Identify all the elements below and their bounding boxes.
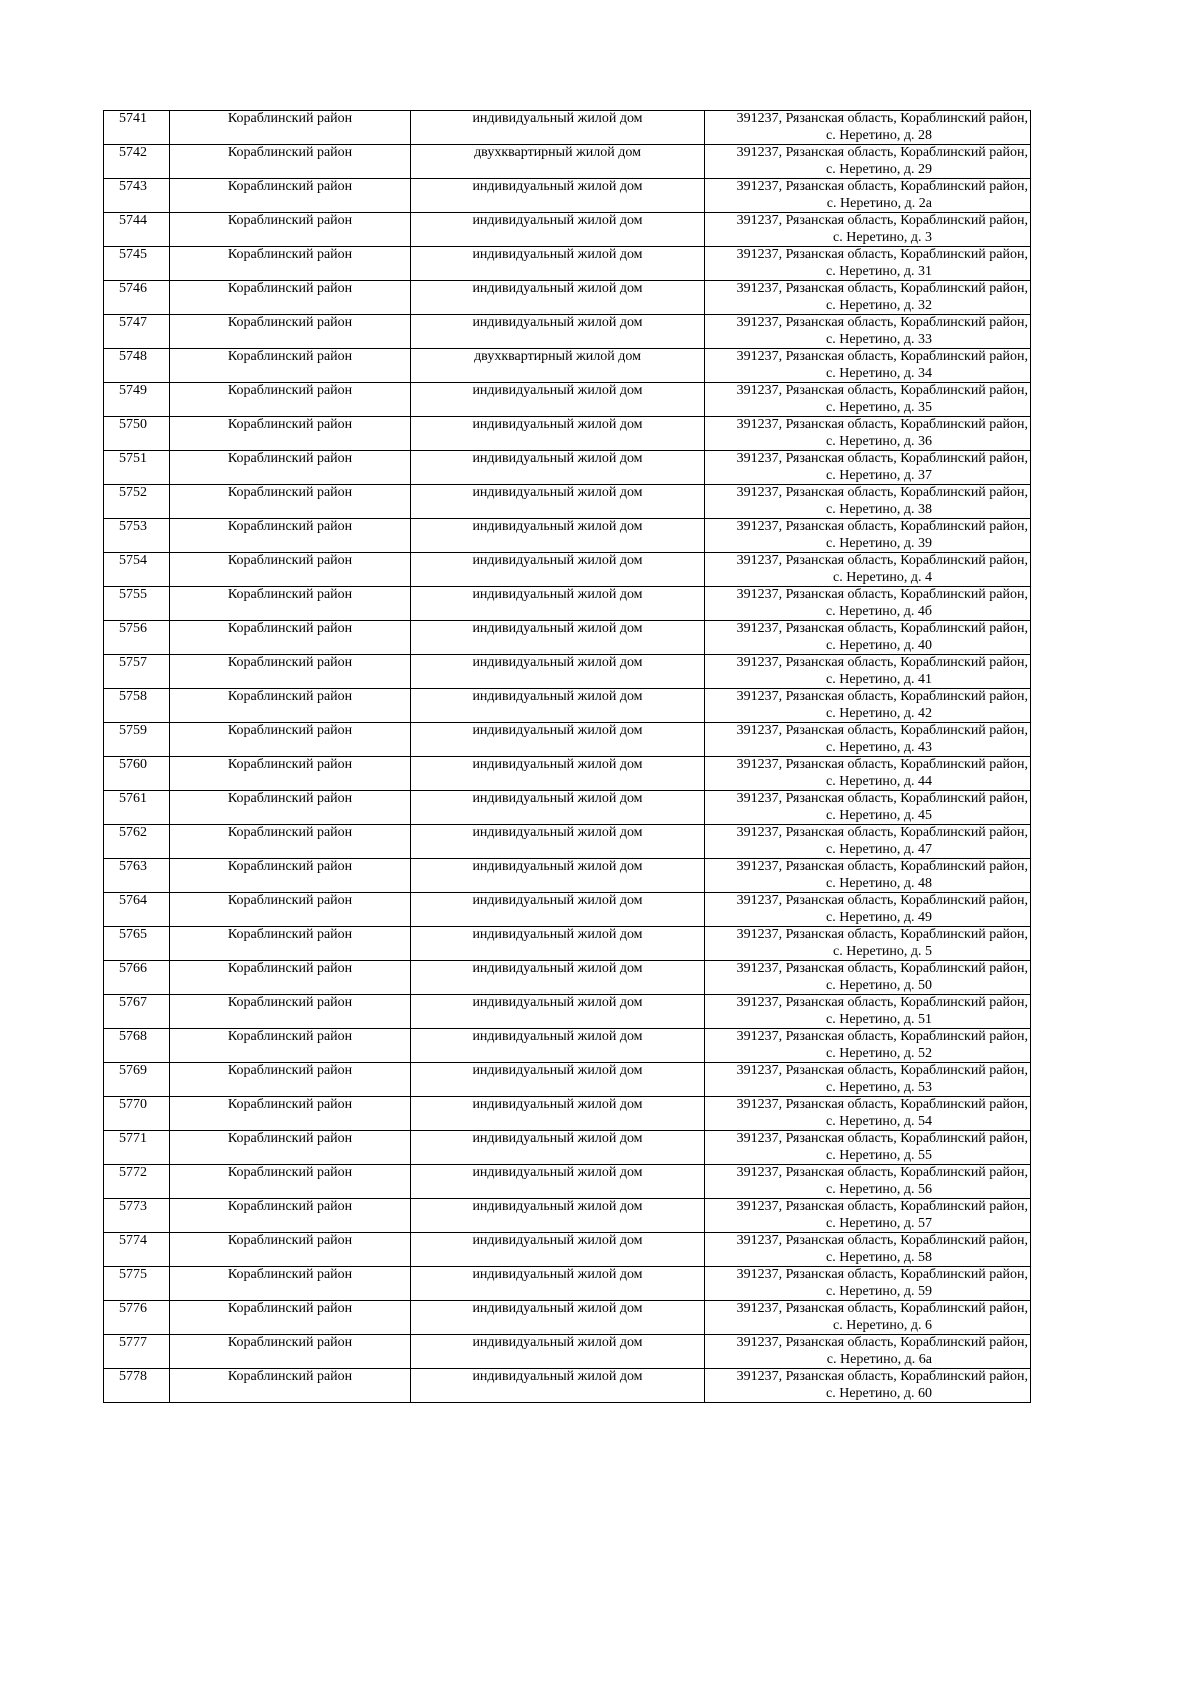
table-row: [104, 417, 1031, 451]
address-line-region: 391237, Рязанская область, Кораблинский район,: [736, 961, 1028, 976]
address-line-house: с. Неретино, д. 34: [826, 365, 932, 381]
table-row: [104, 1199, 1031, 1233]
table-row: [104, 1267, 1031, 1301]
address-line-house: с. Неретино, д. 41: [826, 671, 932, 687]
building-type-cell: индивидуальный жилой дом: [411, 1267, 705, 1301]
row-number-cell: 5745: [104, 247, 170, 281]
district-cell: Кораблинский район: [170, 1029, 411, 1063]
address-line-region: 391237, Рязанская область, Кораблинский район,: [736, 111, 1028, 126]
address-line-region: 391237, Рязанская область, Кораблинский район,: [736, 1097, 1028, 1112]
address-cell: [705, 1267, 1031, 1301]
address-line-region: 391237, Рязанская область, Кораблинский район,: [736, 587, 1028, 602]
row-number-cell: 5764: [104, 893, 170, 927]
row-number-cell: 5759: [104, 723, 170, 757]
address-cell: [705, 961, 1031, 995]
row-number-cell: 5760: [104, 757, 170, 791]
table-row: [104, 145, 1031, 179]
address-cell: [705, 621, 1031, 655]
building-type-cell: индивидуальный жилой дом: [411, 825, 705, 859]
building-type-cell: индивидуальный жилой дом: [411, 1029, 705, 1063]
district-cell: Кораблинский район: [170, 417, 411, 451]
district-cell: Кораблинский район: [170, 791, 411, 825]
address-line-house: с. Неретино, д. 37: [826, 467, 932, 483]
address-line-house: с. Неретино, д. 3: [833, 229, 932, 245]
address-cell: [705, 655, 1031, 689]
address-line-house: с. Неретино, д. 35: [826, 399, 932, 415]
address-line-region: 391237, Рязанская область, Кораблинский район,: [736, 485, 1028, 500]
address-line-house: с. Неретино, д. 33: [826, 331, 932, 347]
address-line-region: 391237, Рязанская область, Кораблинский район,: [736, 1131, 1028, 1146]
district-cell: Кораблинский район: [170, 1267, 411, 1301]
row-number-cell: 5769: [104, 1063, 170, 1097]
building-type-cell: индивидуальный жилой дом: [411, 179, 705, 213]
address-line-region: 391237, Рязанская область, Кораблинский район,: [736, 281, 1028, 296]
building-type-cell: индивидуальный жилой дом: [411, 281, 705, 315]
address-cell: [705, 315, 1031, 349]
row-number-cell: 5751: [104, 451, 170, 485]
address-line-house: с. Неретино, д. 43: [826, 739, 932, 755]
district-cell: Кораблинский район: [170, 213, 411, 247]
address-line-region: 391237, Рязанская область, Кораблинский район,: [736, 349, 1028, 364]
address-line-region: 391237, Рязанская область, Кораблинский район,: [736, 1199, 1028, 1214]
table-row: [104, 1369, 1031, 1403]
row-number-cell: 5750: [104, 417, 170, 451]
building-type-cell: индивидуальный жилой дом: [411, 1097, 705, 1131]
building-type-cell: индивидуальный жилой дом: [411, 451, 705, 485]
table-row: [104, 315, 1031, 349]
row-number-cell: 5744: [104, 213, 170, 247]
row-number-cell: 5766: [104, 961, 170, 995]
address-cell: [705, 995, 1031, 1029]
district-cell: Кораблинский район: [170, 111, 411, 145]
table-row: [104, 1165, 1031, 1199]
table-row: [104, 723, 1031, 757]
address-line-house: с. Неретино, д. 50: [826, 977, 932, 993]
address-line-region: 391237, Рязанская область, Кораблинский район,: [736, 315, 1028, 330]
address-line-house: с. Неретино, д. 59: [826, 1283, 932, 1299]
row-number-cell: 5749: [104, 383, 170, 417]
address-line-region: 391237, Рязанская область, Кораблинский район,: [736, 383, 1028, 398]
address-line-region: 391237, Рязанская область, Кораблинский район,: [736, 1233, 1028, 1248]
address-line-region: 391237, Рязанская область, Кораблинский район,: [736, 247, 1028, 262]
address-line-region: 391237, Рязанская область, Кораблинский район,: [736, 213, 1028, 228]
building-type-cell: индивидуальный жилой дом: [411, 1199, 705, 1233]
address-cell: [705, 1199, 1031, 1233]
building-type-cell: индивидуальный жилой дом: [411, 1063, 705, 1097]
building-type-cell: индивидуальный жилой дом: [411, 995, 705, 1029]
building-type-cell: индивидуальный жилой дом: [411, 689, 705, 723]
address-line-house: с. Неретино, д. 32: [826, 297, 932, 313]
table-row: [104, 1301, 1031, 1335]
building-type-cell: двухквартирный жилой дом: [411, 349, 705, 383]
address-cell: [705, 859, 1031, 893]
address-line-region: 391237, Рязанская область, Кораблинский район,: [736, 927, 1028, 942]
address-cell: [705, 757, 1031, 791]
row-number-cell: 5741: [104, 111, 170, 145]
address-cell: [705, 485, 1031, 519]
address-line-house: с. Неретино, д. 45: [826, 807, 932, 823]
table-row: [104, 655, 1031, 689]
row-number-cell: 5748: [104, 349, 170, 383]
table-row: [104, 587, 1031, 621]
address-line-house: с. Неретино, д. 56: [826, 1181, 932, 1197]
district-cell: Кораблинский район: [170, 1233, 411, 1267]
address-line-house: с. Неретино, д. 5: [833, 943, 932, 959]
address-cell: [705, 723, 1031, 757]
address-line-region: 391237, Рязанская область, Кораблинский район,: [736, 1029, 1028, 1044]
address-line-region: 391237, Рязанская область, Кораблинский район,: [736, 791, 1028, 806]
address-line-region: 391237, Рязанская область, Кораблинский район,: [736, 553, 1028, 568]
building-type-cell: индивидуальный жилой дом: [411, 1233, 705, 1267]
table-row: [104, 621, 1031, 655]
table-row: [104, 179, 1031, 213]
table-row: [104, 1233, 1031, 1267]
address-line-house: с. Неретино, д. 49: [826, 909, 932, 925]
district-cell: Кораблинский район: [170, 1131, 411, 1165]
address-line-region: 391237, Рязанская область, Кораблинский район,: [736, 1165, 1028, 1180]
row-number-cell: 5777: [104, 1335, 170, 1369]
district-cell: Кораблинский район: [170, 553, 411, 587]
district-cell: Кораблинский район: [170, 859, 411, 893]
row-number-cell: 5761: [104, 791, 170, 825]
building-type-cell: индивидуальный жилой дом: [411, 1369, 705, 1403]
district-cell: Кораблинский район: [170, 383, 411, 417]
row-number-cell: 5774: [104, 1233, 170, 1267]
row-number-cell: 5746: [104, 281, 170, 315]
district-cell: Кораблинский район: [170, 655, 411, 689]
address-cell: [705, 1335, 1031, 1369]
district-cell: Кораблинский район: [170, 961, 411, 995]
building-type-cell: индивидуальный жилой дом: [411, 859, 705, 893]
district-cell: Кораблинский район: [170, 519, 411, 553]
district-cell: Кораблинский район: [170, 927, 411, 961]
address-cell: [705, 1369, 1031, 1403]
address-cell: [705, 1097, 1031, 1131]
row-number-cell: 5772: [104, 1165, 170, 1199]
building-type-cell: индивидуальный жилой дом: [411, 111, 705, 145]
address-line-region: 391237, Рязанская область, Кораблинский район,: [736, 723, 1028, 738]
row-number-cell: 5773: [104, 1199, 170, 1233]
district-cell: Кораблинский район: [170, 1335, 411, 1369]
building-type-cell: индивидуальный жилой дом: [411, 553, 705, 587]
building-type-cell: индивидуальный жилой дом: [411, 723, 705, 757]
table-row: [104, 961, 1031, 995]
address-line-house: с. Неретино, д. 4: [833, 569, 932, 585]
address-cell: [705, 927, 1031, 961]
table-row: [104, 213, 1031, 247]
table-row: [104, 1335, 1031, 1369]
table-row: [104, 893, 1031, 927]
building-type-cell: индивидуальный жилой дом: [411, 1335, 705, 1369]
address-line-house: с. Неретино, д. 52: [826, 1045, 932, 1061]
building-type-cell: двухквартирный жилой дом: [411, 145, 705, 179]
address-line-region: 391237, Рязанская область, Кораблинский район,: [736, 1335, 1028, 1350]
row-number-cell: 5753: [104, 519, 170, 553]
building-type-cell: индивидуальный жилой дом: [411, 1165, 705, 1199]
address-line-region: 391237, Рязанская область, Кораблинский район,: [736, 893, 1028, 908]
district-cell: Кораблинский район: [170, 893, 411, 927]
district-cell: Кораблинский район: [170, 1369, 411, 1403]
address-line-region: 391237, Рязанская область, Кораблинский район,: [736, 179, 1028, 194]
address-cell: [705, 213, 1031, 247]
row-number-cell: 5742: [104, 145, 170, 179]
address-cell: [705, 383, 1031, 417]
address-cell: [705, 791, 1031, 825]
address-line-house: с. Неретино, д. 6: [833, 1317, 932, 1333]
building-type-cell: индивидуальный жилой дом: [411, 485, 705, 519]
row-number-cell: 5776: [104, 1301, 170, 1335]
address-cell: [705, 1029, 1031, 1063]
table-row: [104, 757, 1031, 791]
address-line-region: 391237, Рязанская область, Кораблинский район,: [736, 1301, 1028, 1316]
address-cell: [705, 587, 1031, 621]
table-row: [104, 859, 1031, 893]
row-number-cell: 5762: [104, 825, 170, 859]
building-type-cell: индивидуальный жилой дом: [411, 315, 705, 349]
row-number-cell: 5775: [104, 1267, 170, 1301]
address-line-region: 391237, Рязанская область, Кораблинский район,: [736, 655, 1028, 670]
address-line-house: с. Неретино, д. 51: [826, 1011, 932, 1027]
address-cell: [705, 417, 1031, 451]
district-cell: Кораблинский район: [170, 485, 411, 519]
row-number-cell: 5770: [104, 1097, 170, 1131]
row-number-cell: 5752: [104, 485, 170, 519]
address-cell: [705, 179, 1031, 213]
address-line-region: 391237, Рязанская область, Кораблинский район,: [736, 621, 1028, 636]
address-cell: [705, 349, 1031, 383]
address-line-house: с. Неретино, д. 57: [826, 1215, 932, 1231]
address-cell: [705, 1301, 1031, 1335]
address-line-house: с. Неретино, д. 40: [826, 637, 932, 653]
table-row: [104, 1131, 1031, 1165]
address-cell: [705, 689, 1031, 723]
district-cell: Кораблинский район: [170, 349, 411, 383]
building-type-cell: индивидуальный жилой дом: [411, 1301, 705, 1335]
row-number-cell: 5743: [104, 179, 170, 213]
district-cell: Кораблинский район: [170, 179, 411, 213]
building-type-cell: индивидуальный жилой дом: [411, 587, 705, 621]
address-line-house: с. Неретино, д. 53: [826, 1079, 932, 1095]
address-cell: [705, 111, 1031, 145]
table-row: [104, 383, 1031, 417]
table-row: [104, 553, 1031, 587]
district-cell: Кораблинский район: [170, 723, 411, 757]
address-line-region: 391237, Рязанская область, Кораблинский район,: [736, 519, 1028, 534]
address-line-region: 391237, Рязанская область, Кораблинский район,: [736, 145, 1028, 160]
address-cell: [705, 247, 1031, 281]
address-line-house: с. Неретино, д. 28: [826, 127, 932, 143]
address-cell: [705, 825, 1031, 859]
district-cell: Кораблинский район: [170, 825, 411, 859]
address-cell: [705, 893, 1031, 927]
address-cell: [705, 145, 1031, 179]
building-type-cell: индивидуальный жилой дом: [411, 247, 705, 281]
building-type-cell: индивидуальный жилой дом: [411, 757, 705, 791]
building-type-cell: индивидуальный жилой дом: [411, 213, 705, 247]
row-number-cell: 5765: [104, 927, 170, 961]
building-type-cell: индивидуальный жилой дом: [411, 519, 705, 553]
table-row: [104, 485, 1031, 519]
district-cell: Кораблинский район: [170, 145, 411, 179]
address-line-house: с. Неретино, д. 2а: [826, 195, 932, 211]
district-cell: Кораблинский район: [170, 995, 411, 1029]
address-line-region: 391237, Рязанская область, Кораблинский район,: [736, 995, 1028, 1010]
district-cell: Кораблинский район: [170, 621, 411, 655]
address-line-house: с. Неретино, д. 48: [826, 875, 932, 891]
table-row: [104, 281, 1031, 315]
row-number-cell: 5757: [104, 655, 170, 689]
building-type-cell: индивидуальный жилой дом: [411, 621, 705, 655]
building-type-cell: индивидуальный жилой дом: [411, 791, 705, 825]
table-body: [104, 111, 1031, 1403]
row-number-cell: 5767: [104, 995, 170, 1029]
address-cell: [705, 553, 1031, 587]
address-line-region: 391237, Рязанская область, Кораблинский район,: [736, 1063, 1028, 1078]
row-number-cell: 5758: [104, 689, 170, 723]
building-type-cell: индивидуальный жилой дом: [411, 961, 705, 995]
row-number-cell: 5755: [104, 587, 170, 621]
address-line-house: с. Неретино, д. 31: [826, 263, 932, 279]
district-cell: Кораблинский район: [170, 757, 411, 791]
address-line-region: 391237, Рязанская область, Кораблинский район,: [736, 1369, 1028, 1384]
district-cell: Кораблинский район: [170, 1301, 411, 1335]
table-row: [104, 791, 1031, 825]
table-row: [104, 689, 1031, 723]
address-line-house: с. Неретино, д. 47: [826, 841, 932, 857]
building-type-cell: индивидуальный жилой дом: [411, 1131, 705, 1165]
address-line-house: с. Неретино, д. 44: [826, 773, 932, 789]
building-type-cell: индивидуальный жилой дом: [411, 417, 705, 451]
table-row: [104, 995, 1031, 1029]
district-cell: Кораблинский район: [170, 247, 411, 281]
district-cell: Кораблинский район: [170, 689, 411, 723]
address-cell: [705, 519, 1031, 553]
address-cell: [705, 1165, 1031, 1199]
district-cell: Кораблинский район: [170, 1097, 411, 1131]
address-line-house: с. Неретино, д. 60: [826, 1385, 932, 1401]
district-cell: Кораблинский район: [170, 587, 411, 621]
row-number-cell: 5756: [104, 621, 170, 655]
address-line-house: с. Неретино, д. 54: [826, 1113, 932, 1129]
building-type-cell: индивидуальный жилой дом: [411, 893, 705, 927]
address-line-house: с. Неретино, д. 42: [826, 705, 932, 721]
table-row: [104, 1097, 1031, 1131]
table-row: [104, 1063, 1031, 1097]
address-line-house: с. Неретино, д. 55: [826, 1147, 932, 1163]
address-line-region: 391237, Рязанская область, Кораблинский район,: [736, 859, 1028, 874]
address-line-house: с. Неретино, д. 39: [826, 535, 932, 551]
table-row: [104, 247, 1031, 281]
district-cell: Кораблинский район: [170, 1199, 411, 1233]
address-cell: [705, 1131, 1031, 1165]
address-line-region: 391237, Рязанская область, Кораблинский район,: [736, 417, 1028, 432]
district-cell: Кораблинский район: [170, 1165, 411, 1199]
building-type-cell: индивидуальный жилой дом: [411, 927, 705, 961]
table-row: [104, 349, 1031, 383]
address-line-region: 391237, Рязанская область, Кораблинский район,: [736, 451, 1028, 466]
address-cell: [705, 1063, 1031, 1097]
table-row: [104, 519, 1031, 553]
district-cell: Кораблинский район: [170, 315, 411, 349]
table-row: [104, 451, 1031, 485]
address-line-house: с. Неретино, д. 36: [826, 433, 932, 449]
row-number-cell: 5771: [104, 1131, 170, 1165]
table-row: [104, 1029, 1031, 1063]
district-cell: Кораблинский район: [170, 281, 411, 315]
address-line-house: с. Неретино, д. 4б: [825, 603, 932, 619]
table-row: [104, 927, 1031, 961]
address-line-house: с. Неретино, д. 29: [826, 161, 932, 177]
building-type-cell: индивидуальный жилой дом: [411, 655, 705, 689]
address-cell: [705, 281, 1031, 315]
address-line-house: с. Неретино, д. 38: [826, 501, 932, 517]
table-row: [104, 111, 1031, 145]
address-line-region: 391237, Рязанская область, Кораблинский район,: [736, 689, 1028, 704]
address-line-region: 391237, Рязанская область, Кораблинский район,: [736, 757, 1028, 772]
row-number-cell: 5763: [104, 859, 170, 893]
address-line-region: 391237, Рязанская область, Кораблинский район,: [736, 825, 1028, 840]
address-line-house: с. Неретино, д. 6а: [826, 1351, 932, 1367]
address-line-region: 391237, Рязанская область, Кораблинский район,: [736, 1267, 1028, 1282]
address-line-house: с. Неретино, д. 58: [826, 1249, 932, 1265]
address-cell: [705, 451, 1031, 485]
row-number-cell: 5747: [104, 315, 170, 349]
row-number-cell: 5754: [104, 553, 170, 587]
housing-registry-table: [103, 110, 1031, 1403]
district-cell: Кораблинский район: [170, 451, 411, 485]
address-cell: [705, 1233, 1031, 1267]
building-type-cell: индивидуальный жилой дом: [411, 383, 705, 417]
row-number-cell: 5778: [104, 1369, 170, 1403]
district-cell: Кораблинский район: [170, 1063, 411, 1097]
table-row: [104, 825, 1031, 859]
row-number-cell: 5768: [104, 1029, 170, 1063]
